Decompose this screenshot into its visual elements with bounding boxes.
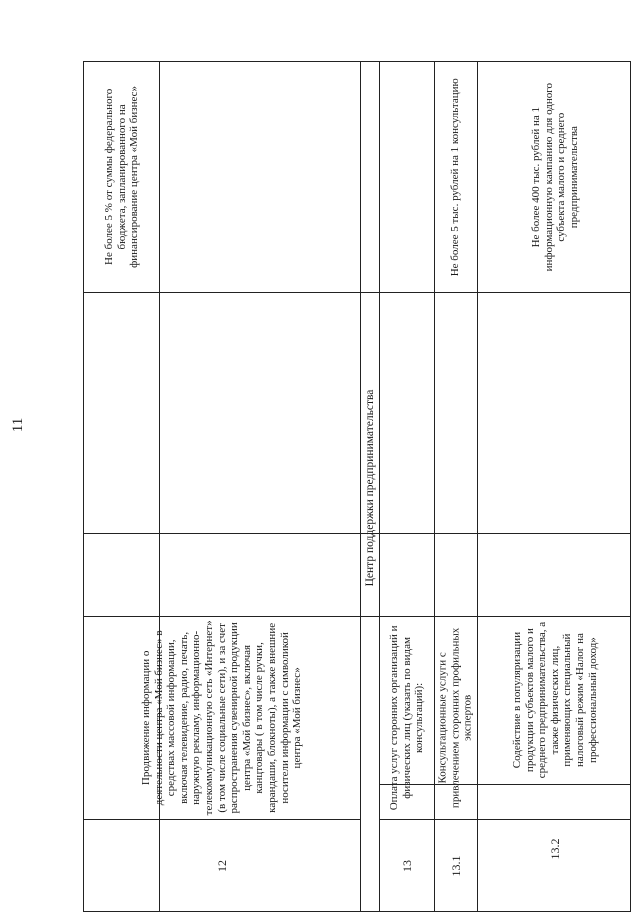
budget-table <box>83 61 631 912</box>
row-12-description: Продвижение информации о деятельности центра «Мой бизнес» в средствах массовой информации, включая телевидение, радио, печать, наружную рекламу, информационно-телекоммуникационную сеть «Интернет» (в том числе социальные сети), и за счет распространения сувенирной продукции центра «Мой бизнес», включая канцтовары ( в том числе ручки, карандаши, блокноты), а также внешние носители информации с символикой центра «Мой бизнес» <box>140 620 304 815</box>
row-13-2-number: 13.2 <box>547 838 562 859</box>
row-13-1-number: 13.1 <box>448 855 463 877</box>
row-13-1-limit: Не более 5 тыс. рублей на 1 консультацию <box>449 78 462 276</box>
row-13-description: Оплата услуг сторонних организаций и физических лиц (указать по видам консультаций): <box>387 625 425 810</box>
row-13-number: 13 <box>399 860 414 872</box>
row-12-number: 12 <box>215 860 229 872</box>
row-13-1-description: Консультационные услуги с привлечением сторонних профильных экспертов <box>436 627 474 808</box>
row-12-limit: Не более 5 % от суммы федерального бюджета, запланированного на финансирование центра «Мой бизнес» <box>102 86 140 268</box>
section-title: Центр поддержки предпринимательства <box>363 389 376 586</box>
page-number: 11 <box>10 417 26 433</box>
row-13-limit <box>379 62 434 292</box>
row-13-2-description: Содействие в популяризации продукции субъектов малого и среднего предпринимательства, а также физических лиц, применяющих специальный налоговый режим «Налог на профессиональный доход» <box>510 621 598 779</box>
row-13-2-limit: Не более 400 тыс. рублей на 1 информационную кампанию для одного субъекта малого и среднего предпринимательства <box>529 82 580 272</box>
